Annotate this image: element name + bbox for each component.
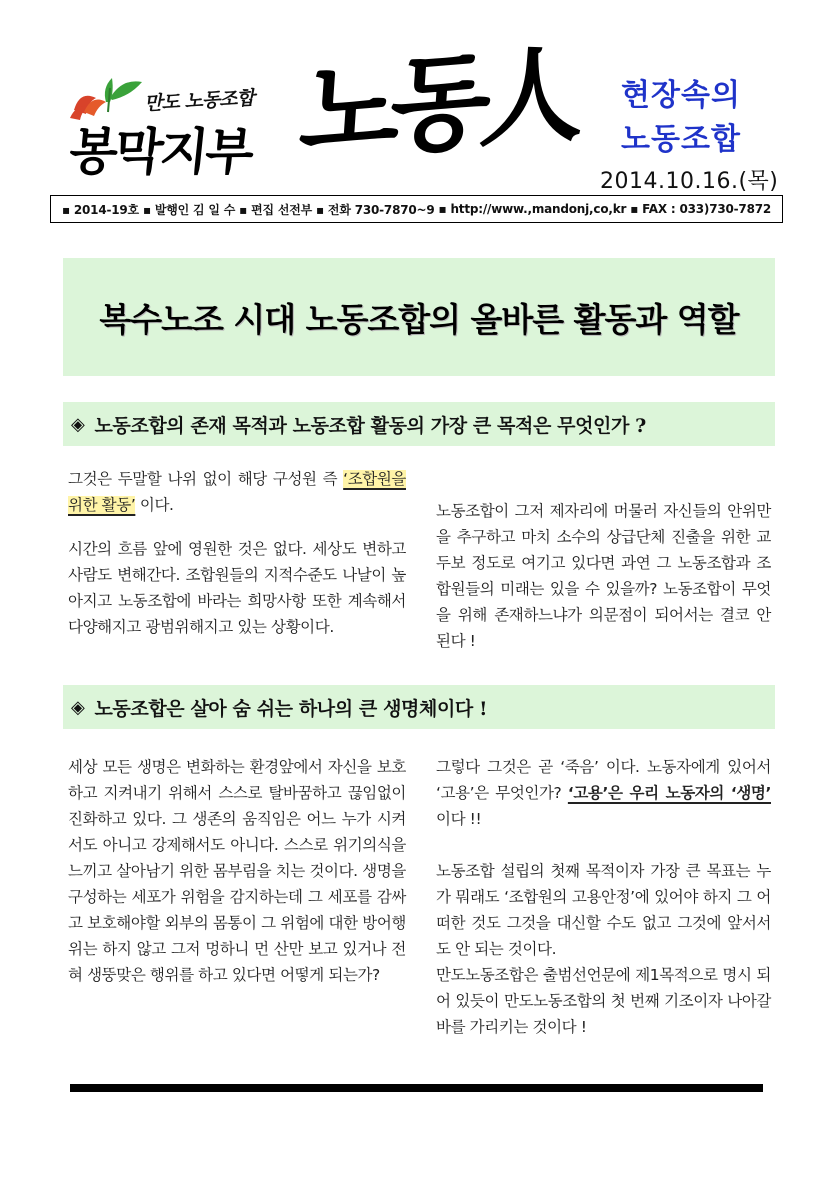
issue-date: 2014.10.16.(목) (600, 169, 779, 194)
info-phone: ▪ 전화 730-7870~9 (316, 202, 435, 217)
bottom-divider (70, 1084, 763, 1092)
diamond-bullet-icon: ◈ (71, 696, 85, 718)
section-2-right-column (436, 754, 771, 1040)
text-run: 그렇다 그것은 곧 ‘죽음’ 이다. 노동자에게 있어서 ‘고용’은 무엇인가? (436, 758, 771, 802)
text-run: 이다. (135, 496, 174, 514)
text-run: 그것은 두말할 나위 없이 해당 구성원 즉 (68, 470, 344, 488)
section-2-left-column (68, 754, 406, 988)
emphasis-text: ‘고용’은 우리 노동자의 ‘생명’ (567, 784, 771, 802)
paragraph: 시간의 흐름 앞에 영원한 것은 없다. 세상도 변하고 사람도 변해간다. 조합원들의 지적수준도 나날이 높아지고 노동조합에 바라는 희망사항 또한 계속해서 다양해지고 광범위해지고 있는 상황이다. (68, 540, 406, 636)
diamond-bullet-icon: ◈ (71, 413, 85, 435)
section-1-left-column (68, 466, 406, 640)
tagline (596, 74, 766, 162)
paragraph: 세상 모든 생명은 변화하는 환경앞에서 자신을 보호하고 지켜내기 위해서 스스로 탈바꿈하고 끊임없이 진화하고 있다. 그 생존의 움직임은 어느 누가 시켜서도 아니고 강제해서도 아니다. 스스로 위기의식을 느끼고 살아남기 위한 몸부림을 치는 것이다. 생명을 구성하는 세포가 위험을 감지하는데 그 세포를 감싸고 보호해야할 외부의 몸통이 그 위험에 대한 방어행위는 하지 않고 그저 멍하니 먼 산만 보고 있거나 전혀 생뚱맞은 행위를 하고 있다면 어떻게 되는가? (68, 758, 406, 984)
info-editor: ▪ 편집 선전부 (239, 202, 313, 217)
paragraph: 노동조합이 그저 제자리에 머물러 자신들의 안위만을 추구하고 마치 소수의 상급단체 진출을 위한 교두보 정도로 여기고 있다면 과연 그 노동조합과 조합원들의 미래는 있을 수 있을까? 노동조합이 무엇을 위해 존재하느냐가 의문점이 되어서는 결코 안 된다 ! (436, 502, 771, 650)
tagline-line-2: 노동조합 (621, 122, 741, 157)
info-website: ▪ http://www.,mandonj,co,kr (438, 202, 627, 216)
publication-info-bar (50, 195, 783, 223)
section-heading-1-text: 노동조합의 존재 목적과 노동조합 활동의 가장 큰 목적은 무엇인가 ? (94, 414, 646, 437)
masthead-title: 노동人 (296, 31, 579, 176)
tagline-line-1: 현장속의 (621, 78, 741, 113)
info-issue: ▪ 2014-19호 (61, 202, 139, 217)
section-1-right-column (436, 498, 771, 654)
text-run: 이다 !! (436, 810, 482, 828)
info-fax: ▪ FAX : 033)730-7872 (630, 202, 772, 216)
brand-subtitle: 만도 노동조합 (143, 87, 255, 115)
paragraph (436, 754, 771, 832)
paragraph: 만도노동조합은 출범선언문에 제1목적으로 명시 되어 있듯이 만도노동조합의 첫 번째 기조이자 나아갈 바를 가리키는 것이다 ! (436, 966, 771, 1036)
info-publisher: ▪ 발행인 김 일 수 (142, 202, 236, 217)
paragraph (68, 466, 406, 518)
brand-title: 봉막지부 (66, 122, 254, 181)
headline-box (63, 258, 775, 376)
headline: 복수노조 시대 노동조합의 올바른 활동과 역할 (99, 299, 739, 339)
paragraph: 노동조합 설립의 첫째 목적이자 가장 큰 목표는 누가 뭐래도 ‘조합원의 고용안정’에 있어야 하지 그 어떠한 것도 그것을 대신할 수도 없고 그것에 앞서서도 안 되는 것이다. (436, 862, 771, 958)
section-heading-2 (63, 685, 775, 729)
emphasis-text: ‘조합원을 위한 활동’ (68, 470, 406, 514)
section-heading-2-text: 노동조합은 살아 숨 쉬는 하나의 큰 생명체이다 ! (94, 697, 488, 720)
section-heading-1 (63, 402, 775, 446)
